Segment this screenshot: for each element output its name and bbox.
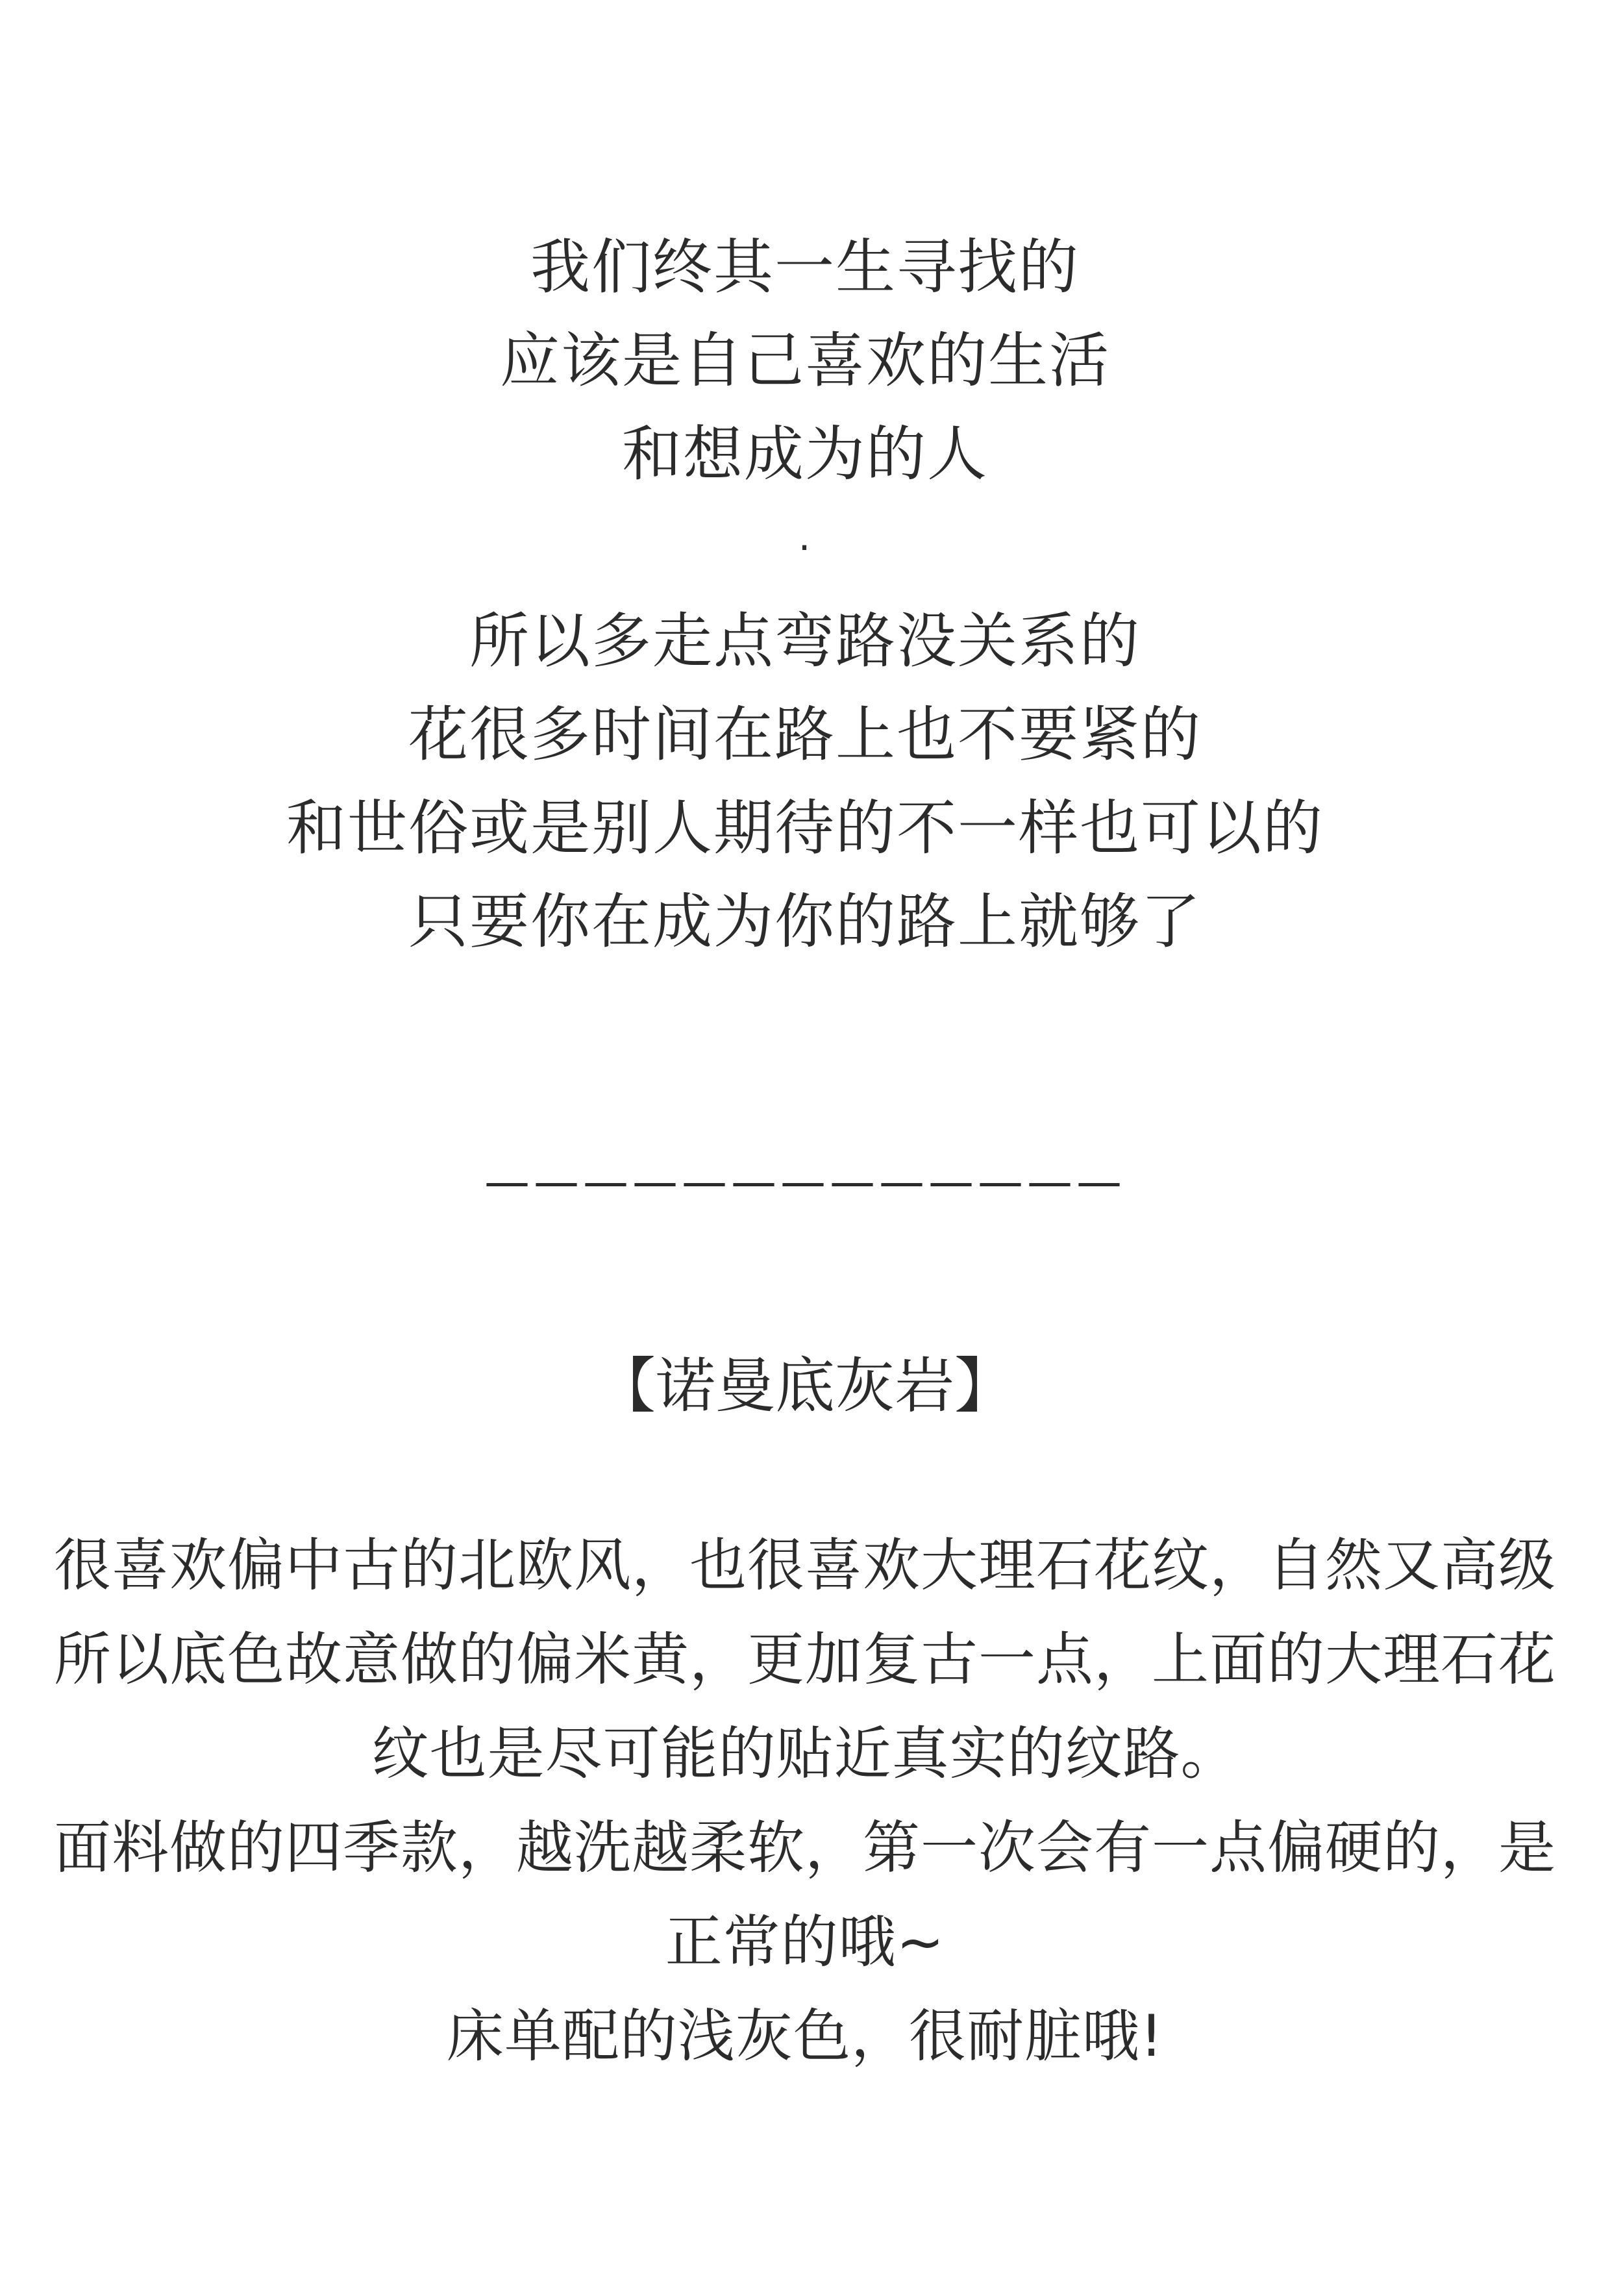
poem-block [0, 221, 1610, 969]
description-line: 床单配的浅灰色，很耐脏哦! [446, 2003, 1164, 2069]
section-divider: ————————————— [484, 1155, 1126, 1208]
description-line: 面料做的四季款，越洗越柔软，第一次会有一点偏硬的，是 [53, 1814, 1556, 1881]
description-line: 所以底色故意做的偏米黄，更加复古一点，上面的大理石花 [53, 1626, 1556, 1693]
poem-line: 花很多时间在路上也不要紧的 [408, 700, 1202, 769]
product-description [0, 1518, 1610, 2083]
product-title: 【诺曼底灰岩】 [595, 1351, 1014, 1421]
poem-line: 所以多走点弯路没关系的 [469, 606, 1141, 676]
poem-separator-dot: · [798, 525, 812, 571]
description-line: 纹也是尽可能的贴近真实的纹路。 [371, 1720, 1239, 1787]
poem-line: 和想成为的人 [621, 419, 988, 489]
poem-line: 和世俗或是别人期待的不一样也可以的 [286, 793, 1324, 863]
poem-line: 只要你在成为你的路上就够了 [408, 887, 1202, 956]
poem-line: 我们终其一生寻找的 [530, 232, 1080, 302]
description-line: 正常的哦~ [665, 1908, 945, 1975]
poem-line: 应该是自己喜欢的生活 [499, 326, 1110, 395]
description-line: 很喜欢偏中古的北欧风，也很喜欢大理石花纹，自然又高级 [53, 1532, 1556, 1599]
